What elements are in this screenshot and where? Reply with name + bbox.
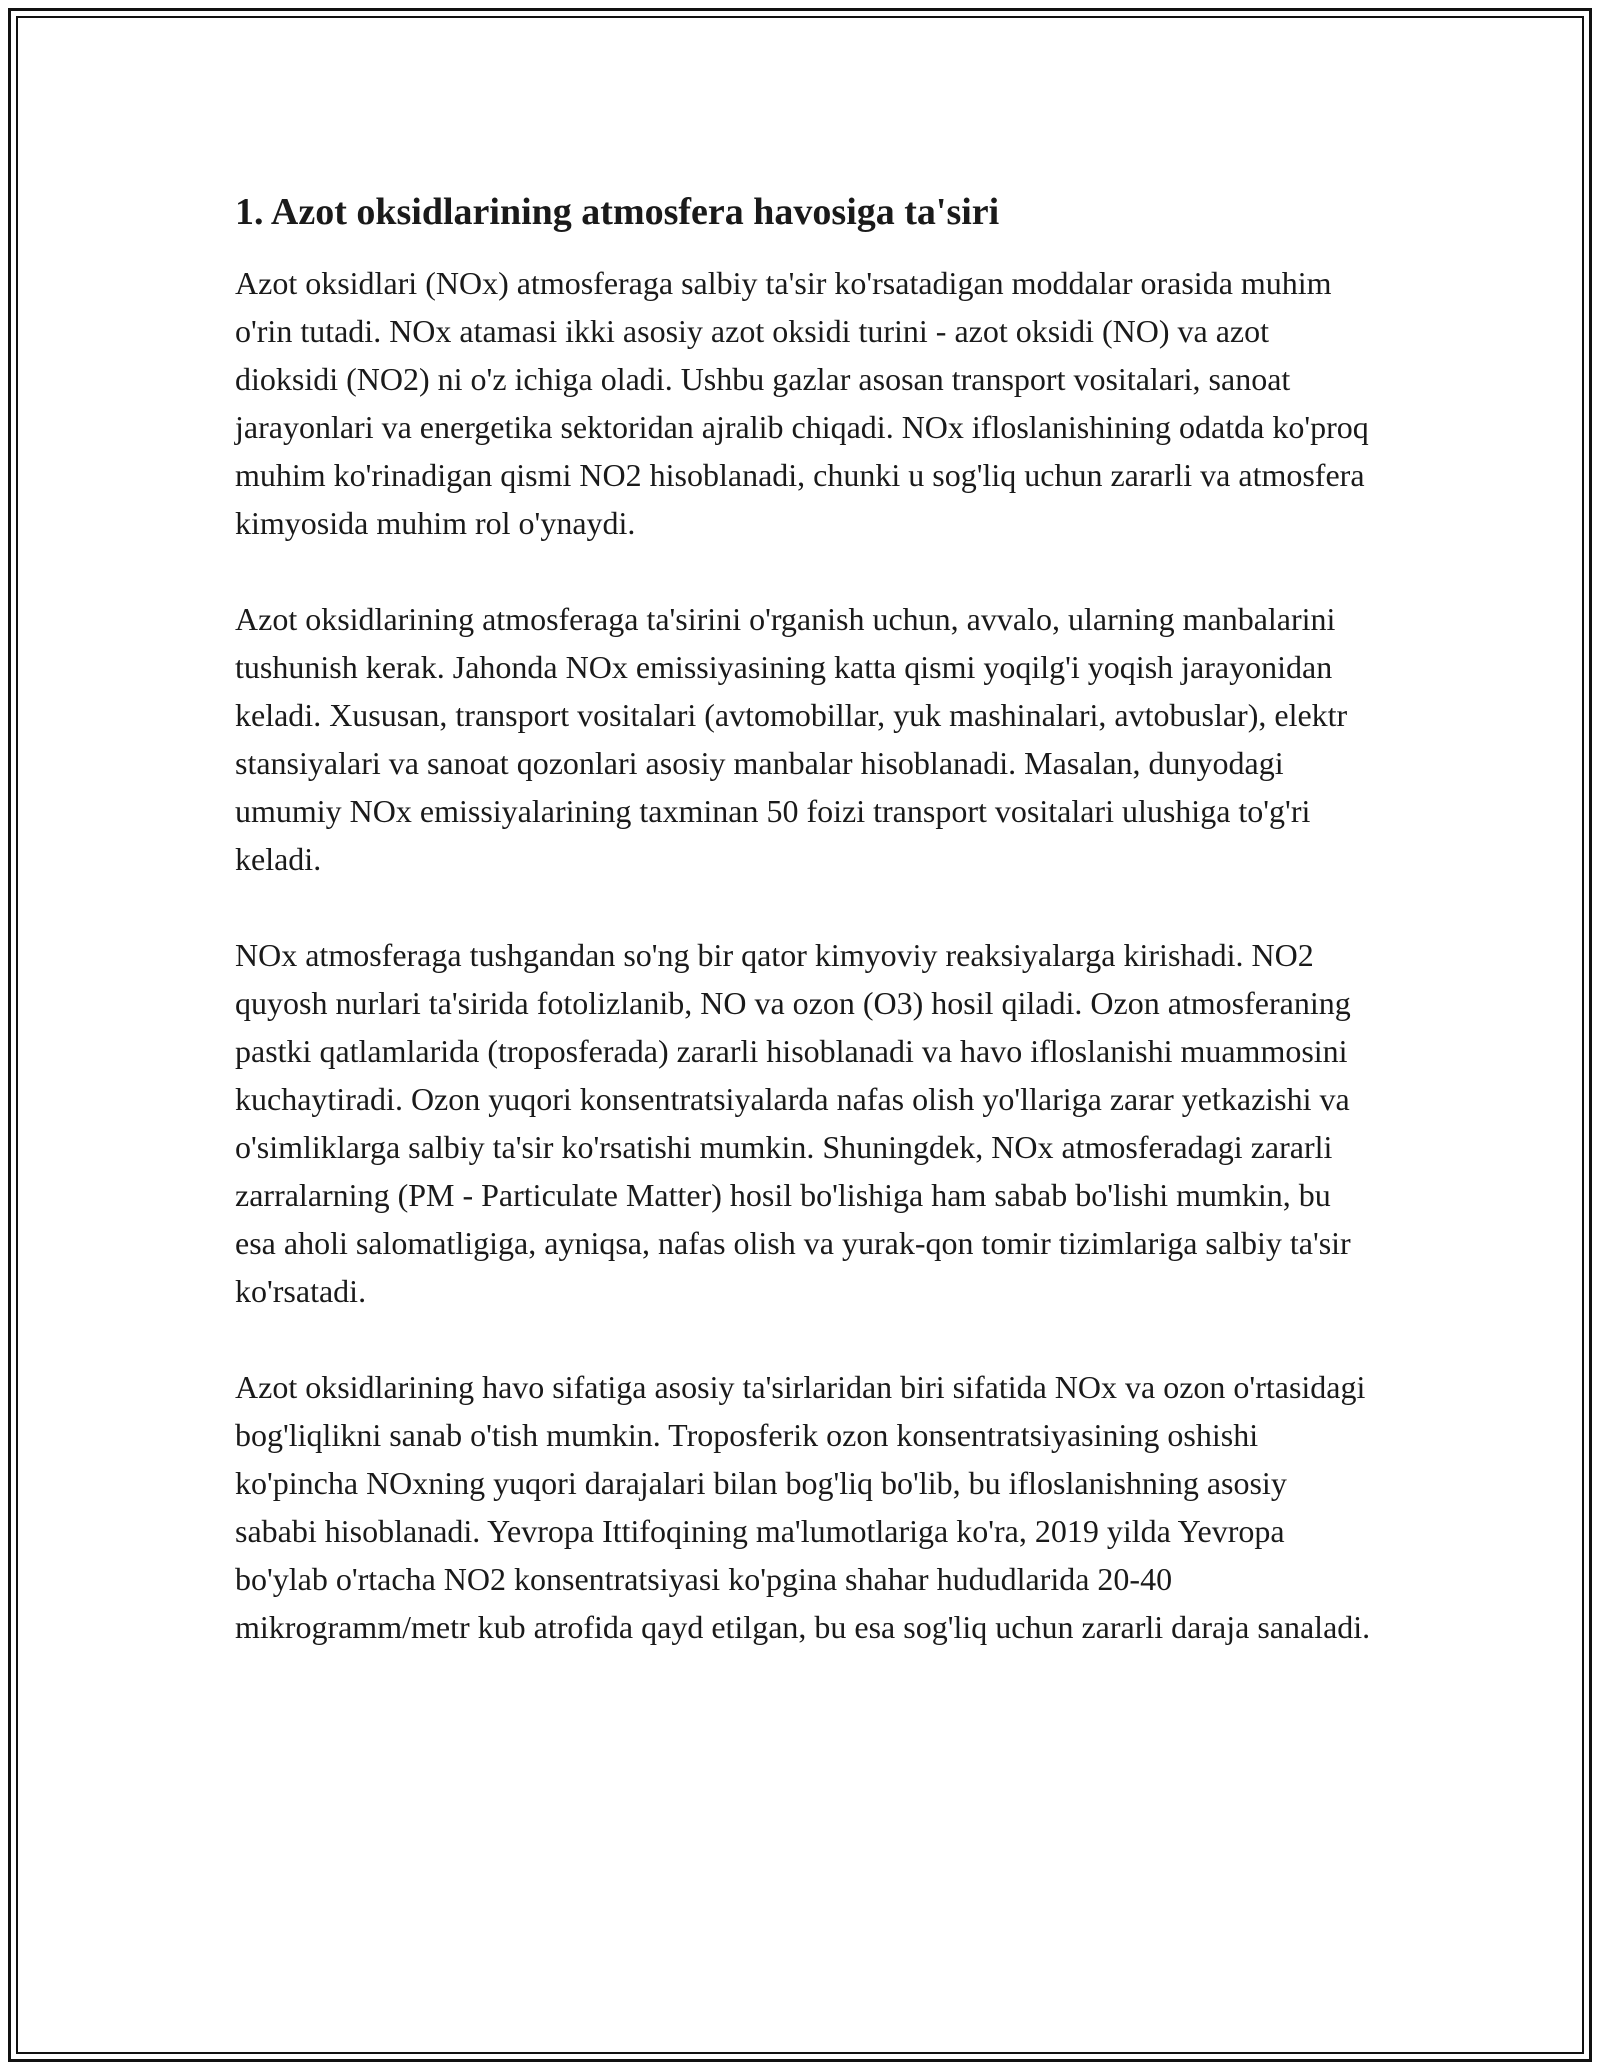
section-heading: 1. Azot oksidlarining atmosfera havosiga ta'siri (235, 191, 1000, 233)
paragraph-3: NOx atmosferaga tushgandan so'ng bir qator kimyoviy reaksiyalarga kirishadi. NO2 quyosh nurlari ta'sirida fotolizlanib, NO va ozon (O3) hosil qiladi. Ozon atmosferaning pastki qatlamlarida (troposferada) zararli hisoblanadi va havo ifloslanishi muammosini kuchaytiradi. Ozon yuqori konsentratsiyalarda nafas olish yo'llariga zarar yetkazishi va o'simliklarga salbiy ta'sir ko'rsatishi mumkin. Shuningdek, NOx atmosferadagi zararli zarralarning (PM - Particulate Matter) hosil bo'lishiga ham sabab bo'lishi mumkin, bu esa aholi salomatligiga, ayniqsa, nafas olish va yurak-qon tomir tizimlariga salbiy ta'sir ko'rsatadi. (235, 937, 1351, 1310)
paragraph-2: Azot oksidlarining atmosferaga ta'sirini o'rganish uchun, avvalo, ularning manbalarini tushunish kerak. Jahonda NOx emissiyasining katta qismi yoqilg'i yoqish jarayonidan keladi. Xususan, transport vositalari (avtomobillar, yuk mashinalari, avtobuslar), elektr stansiyalari va sanoat qozonlari asosiy manbalar hisoblanadi. Masalan, dunyodagi umumiy NOx emissiyalarining taxminan 50 foizi transport vositalari ulushiga to'g'ri keladi. (235, 601, 1348, 878)
paragraph-1: Azot oksidlari (NOx) atmosferaga salbiy ta'sir ko'rsatadigan moddalar orasida muhim o'rin tutadi. NOx atamasi ikki asosiy azot oksidi turini - azot oksidi (NO) va azot dioksidi (NO2) ni o'z ichiga oladi. Ushbu gazlar asosan transport vositalari, sanoat jarayonlari va energetika sektoridan ajralib chiqadi. NOx ifloslanishining odatda ko'proq muhim ko'rinadigan qismi NO2 hisoblanadi, chunki u sog'liq uchun zararli va atmosfera kimyosida muhim rol o'ynaydi. (235, 265, 1369, 542)
paragraph-4: Azot oksidlarining havo sifatiga asosiy ta'sirlaridan biri sifatida NOx va ozon o'rtasidagi bog'liqlikni sanab o'tish mumkin. Troposferik ozon konsentratsiyasining oshishi ko'pincha NOxning yuqori darajalari bilan bog'liq bo'lib, bu ifloslanishning asosiy sababi hisoblanadi. Yevropa Ittifoqining ma'lumotlariga ko'ra, 2019 yilda Yevropa bo'ylab o'rtacha NO2 konsentratsiyasi ko'pgina shahar hududlarida 20-40 mikrogramm/metr kub atrofida qayd etilgan, bu esa sog'liq uchun zararli daraja sanaladi. (235, 1369, 1371, 1646)
document-body (235, 188, 1375, 1699)
